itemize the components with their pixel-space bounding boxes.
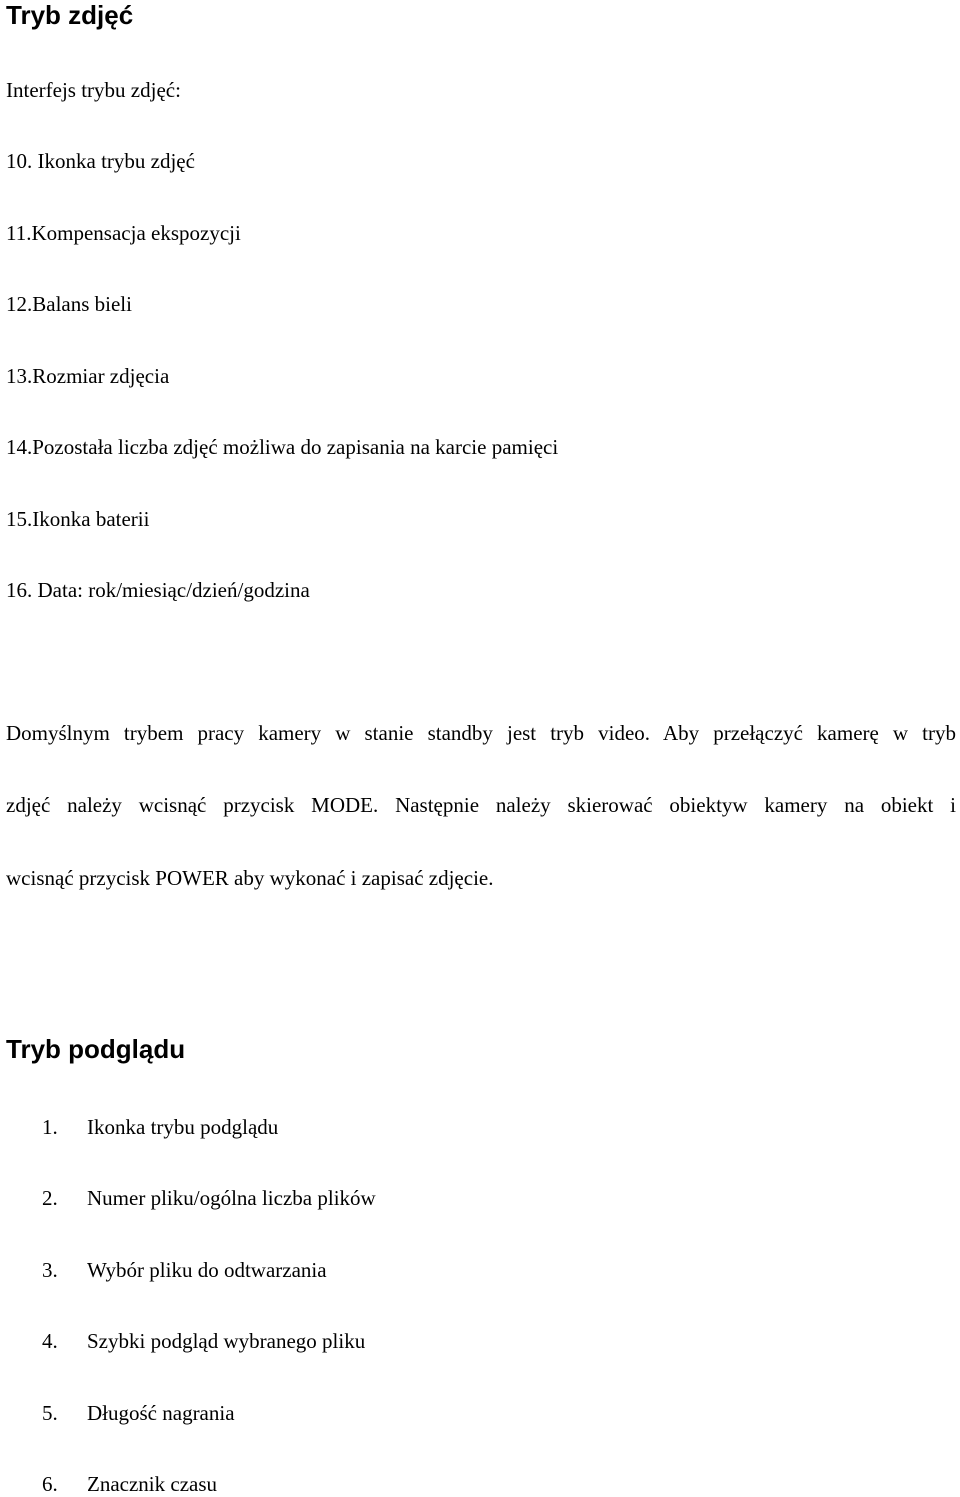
paragraph-line: Domyślnym trybem pracy kamery w stanie standby jest tryb video. Aby przełączyć kamerę w tryb [6, 721, 956, 745]
list-item-number: 4. [42, 1329, 58, 1353]
list-item: 11.Kompensacja ekspozycji [6, 221, 241, 245]
list-item [42, 1185, 376, 1211]
list-item-number: 6. [42, 1472, 58, 1496]
list-item-number: 1. [42, 1115, 58, 1139]
list-item-text: Znacznik czasu [87, 1472, 218, 1496]
list-item-number: 2. [42, 1186, 58, 1210]
list-item-number: 5. [42, 1401, 58, 1425]
list-item [42, 1471, 217, 1497]
section-title-preview-mode: Tryb podglądu [6, 1034, 186, 1064]
list-item [42, 1257, 327, 1283]
list-item [42, 1114, 278, 1140]
list-item: 16. Data: rok/miesiąc/dzień/godzina [6, 578, 310, 602]
list-item: 15.Ikonka baterii [6, 507, 150, 531]
list-item-text: Numer pliku/ogólna liczba plików [87, 1186, 376, 1210]
list-item [42, 1400, 235, 1426]
list-item-text: Ikonka trybu podglądu [87, 1115, 279, 1139]
list-item-text: Długość nagrania [87, 1401, 235, 1425]
paragraph-line: wcisnąć przycisk POWER aby wykonać i zapisać zdjęcie. [6, 866, 494, 890]
list-item-text: Wybór pliku do odtwarzania [87, 1258, 327, 1282]
photo-intro: Interfejs trybu zdjęć: [6, 78, 181, 102]
list-item-text: Szybki podgląd wybranego pliku [87, 1329, 366, 1353]
paragraph-line: zdjęć należy wcisnąć przycisk MODE. Następnie należy skierować obiektyw kamery na obiekt i [6, 793, 956, 817]
list-item: 13.Rozmiar zdjęcia [6, 364, 170, 388]
list-item: 10. Ikonka trybu zdjęć [6, 149, 195, 173]
list-item-number: 3. [42, 1258, 58, 1282]
list-item: 12.Balans bieli [6, 292, 132, 316]
list-item: 14.Pozostała liczba zdjęć możliwa do zapisania na karcie pamięci [6, 435, 559, 459]
list-item [42, 1328, 365, 1354]
section-title-photo-mode: Tryb zdjęć [6, 0, 134, 30]
